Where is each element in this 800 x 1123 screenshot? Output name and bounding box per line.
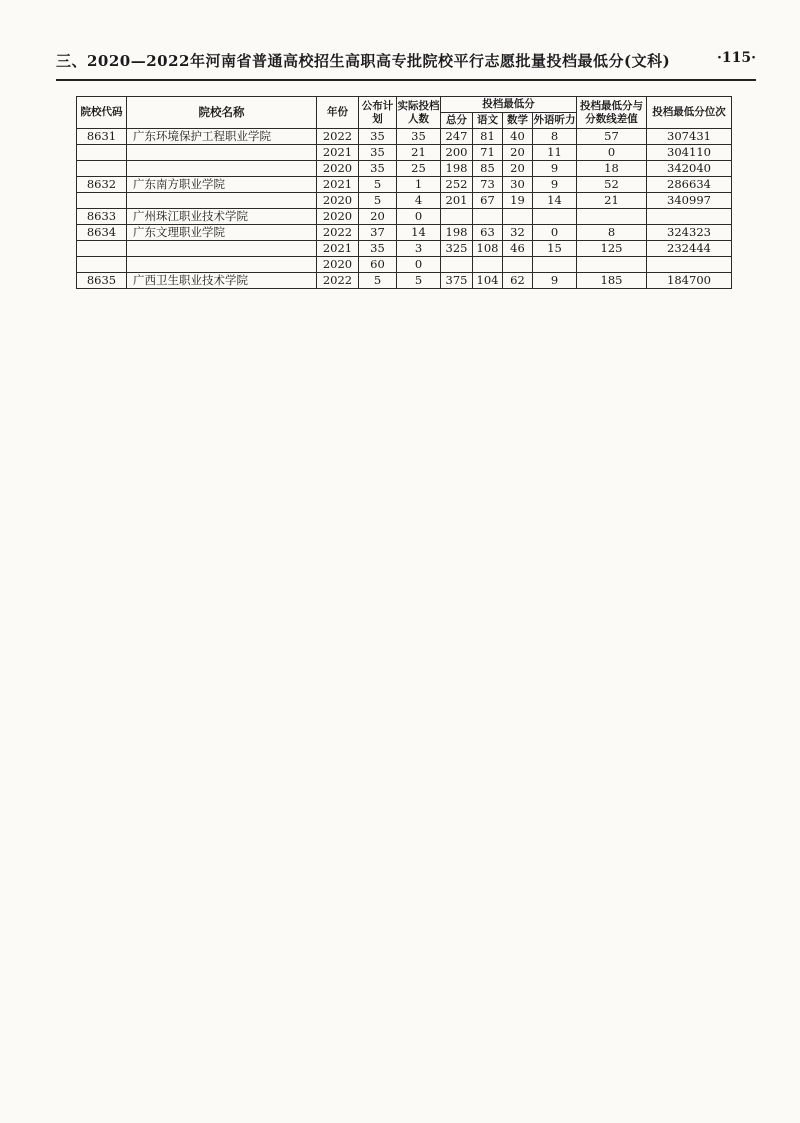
table-cell — [577, 257, 647, 273]
table-cell: 2020 — [317, 257, 359, 273]
table-cell: 62 — [503, 273, 533, 289]
col-header-total: 总分 — [441, 113, 473, 129]
table-cell: 40 — [503, 129, 533, 145]
table-cell: 185 — [577, 273, 647, 289]
table-cell: 9 — [533, 177, 577, 193]
table-cell: 14 — [397, 225, 441, 241]
table-cell: 8 — [577, 225, 647, 241]
table-cell: 232444 — [647, 241, 732, 257]
school-code-cell: 8632 — [77, 177, 127, 193]
table-cell: 30 — [503, 177, 533, 193]
table-cell: 3 — [397, 241, 441, 257]
table-cell: 0 — [397, 209, 441, 225]
table-cell: 18 — [577, 161, 647, 177]
table-cell: 5 — [359, 193, 397, 209]
table-cell: 2020 — [317, 193, 359, 209]
col-header-min-scores: 投档最低分 — [441, 97, 577, 113]
table-row — [77, 145, 732, 161]
table-cell: 85 — [473, 161, 503, 177]
table-cell: 2021 — [317, 177, 359, 193]
school-name-cell: 广州珠江职业技术学院 — [127, 209, 317, 225]
col-header-diff: 投档最低分与分数线差值 — [577, 97, 647, 129]
table-cell: 2022 — [317, 273, 359, 289]
table-row — [77, 193, 732, 209]
table-cell: 25 — [397, 161, 441, 177]
table-cell: 252 — [441, 177, 473, 193]
school-name-cell — [127, 161, 317, 177]
table-cell: 63 — [473, 225, 503, 241]
school-code-cell — [77, 145, 127, 161]
page-header — [56, 40, 756, 84]
table-cell: 2022 — [317, 129, 359, 145]
table-cell: 20 — [359, 209, 397, 225]
table-cell: 200 — [441, 145, 473, 161]
school-name-cell — [127, 241, 317, 257]
table-cell — [441, 209, 473, 225]
table-cell: 60 — [359, 257, 397, 273]
col-header-name: 院校名称 — [127, 97, 317, 129]
table-row — [77, 177, 732, 193]
table-cell: 247 — [441, 129, 473, 145]
admission-score-table — [76, 96, 731, 289]
col-header-year: 年份 — [317, 97, 359, 129]
table-cell: 11 — [533, 145, 577, 161]
school-code-cell: 8633 — [77, 209, 127, 225]
school-code-cell: 8634 — [77, 225, 127, 241]
school-code-cell — [77, 161, 127, 177]
table-cell: 35 — [359, 145, 397, 161]
table-cell: 4 — [397, 193, 441, 209]
table-cell: 201 — [441, 193, 473, 209]
school-name-cell: 广东文理职业学院 — [127, 225, 317, 241]
table-cell: 9 — [533, 161, 577, 177]
col-header-rank: 投档最低分位次 — [647, 97, 732, 129]
table-cell: 37 — [359, 225, 397, 241]
table-cell: 8 — [533, 129, 577, 145]
table-cell: 2022 — [317, 225, 359, 241]
table-cell: 20 — [503, 145, 533, 161]
table-cell — [473, 209, 503, 225]
school-code-cell: 8635 — [77, 273, 127, 289]
table-cell — [533, 209, 577, 225]
table-cell: 73 — [473, 177, 503, 193]
school-code-cell: 8631 — [77, 129, 127, 145]
table-cell: 14 — [533, 193, 577, 209]
school-name-cell: 广西卫生职业技术学院 — [127, 273, 317, 289]
school-name-cell — [127, 145, 317, 161]
table-row — [77, 273, 732, 289]
table-cell: 35 — [359, 129, 397, 145]
table-cell — [503, 257, 533, 273]
table-cell: 20 — [503, 161, 533, 177]
table-cell: 0 — [533, 225, 577, 241]
school-name-cell — [127, 193, 317, 209]
table-cell: 21 — [577, 193, 647, 209]
table-cell: 52 — [577, 177, 647, 193]
school-code-cell — [77, 193, 127, 209]
col-header-code: 院校代码 — [77, 97, 127, 129]
table-cell: 32 — [503, 225, 533, 241]
table-row — [77, 209, 732, 225]
table-cell — [503, 209, 533, 225]
table-cell — [473, 257, 503, 273]
table-cell: 35 — [397, 129, 441, 145]
table-cell: 340997 — [647, 193, 732, 209]
table-cell: 57 — [577, 129, 647, 145]
table-row — [77, 161, 732, 177]
table-cell: 5 — [359, 273, 397, 289]
table-cell: 15 — [533, 241, 577, 257]
school-name-cell — [127, 257, 317, 273]
table-cell: 342040 — [647, 161, 732, 177]
table-cell: 307431 — [647, 129, 732, 145]
table-cell: 0 — [577, 145, 647, 161]
table-cell: 198 — [441, 225, 473, 241]
table-cell: 35 — [359, 241, 397, 257]
table-cell: 108 — [473, 241, 503, 257]
school-name-cell: 广东南方职业学院 — [127, 177, 317, 193]
table-cell: 5 — [359, 177, 397, 193]
table-cell: 0 — [397, 257, 441, 273]
table-cell: 2020 — [317, 209, 359, 225]
table-row — [77, 225, 732, 241]
page-number: ·115· — [717, 50, 756, 66]
table-cell: 2021 — [317, 145, 359, 161]
table-cell: 21 — [397, 145, 441, 161]
table-cell — [533, 257, 577, 273]
table-row — [77, 241, 732, 257]
table-cell: 35 — [359, 161, 397, 177]
table-cell: 81 — [473, 129, 503, 145]
table-row — [77, 129, 732, 145]
table-cell: 324323 — [647, 225, 732, 241]
table-cell: 19 — [503, 193, 533, 209]
table-cell — [441, 257, 473, 273]
page-title: 三、2020—2022年河南省普通高校招生高职高专批院校平行志愿批量投档最低分(文科) — [56, 52, 671, 70]
table-cell — [647, 209, 732, 225]
col-header-foreign: 外语听力 — [533, 113, 577, 129]
table-body — [77, 129, 732, 289]
table-cell: 104 — [473, 273, 503, 289]
table-cell: 67 — [473, 193, 503, 209]
table-cell: 2021 — [317, 241, 359, 257]
table-cell: 125 — [577, 241, 647, 257]
table-cell: 286634 — [647, 177, 732, 193]
table-cell: 2020 — [317, 161, 359, 177]
table-cell: 198 — [441, 161, 473, 177]
col-header-math: 数学 — [503, 113, 533, 129]
table-cell: 71 — [473, 145, 503, 161]
school-code-cell — [77, 241, 127, 257]
table-cell: 46 — [503, 241, 533, 257]
table-row — [77, 257, 732, 273]
header-divider — [56, 79, 756, 81]
table-cell: 375 — [441, 273, 473, 289]
col-header-chinese: 语文 — [473, 113, 503, 129]
table-cell — [647, 257, 732, 273]
col-header-admitted: 实际投档人数 — [397, 97, 441, 129]
col-header-plan: 公布计划 — [359, 97, 397, 129]
table-cell: 325 — [441, 241, 473, 257]
school-code-cell — [77, 257, 127, 273]
school-name-cell: 广东环境保护工程职业学院 — [127, 129, 317, 145]
table-cell: 1 — [397, 177, 441, 193]
table-cell — [577, 209, 647, 225]
table-cell: 304110 — [647, 145, 732, 161]
table-cell: 5 — [397, 273, 441, 289]
table-cell: 184700 — [647, 273, 732, 289]
table-cell: 9 — [533, 273, 577, 289]
